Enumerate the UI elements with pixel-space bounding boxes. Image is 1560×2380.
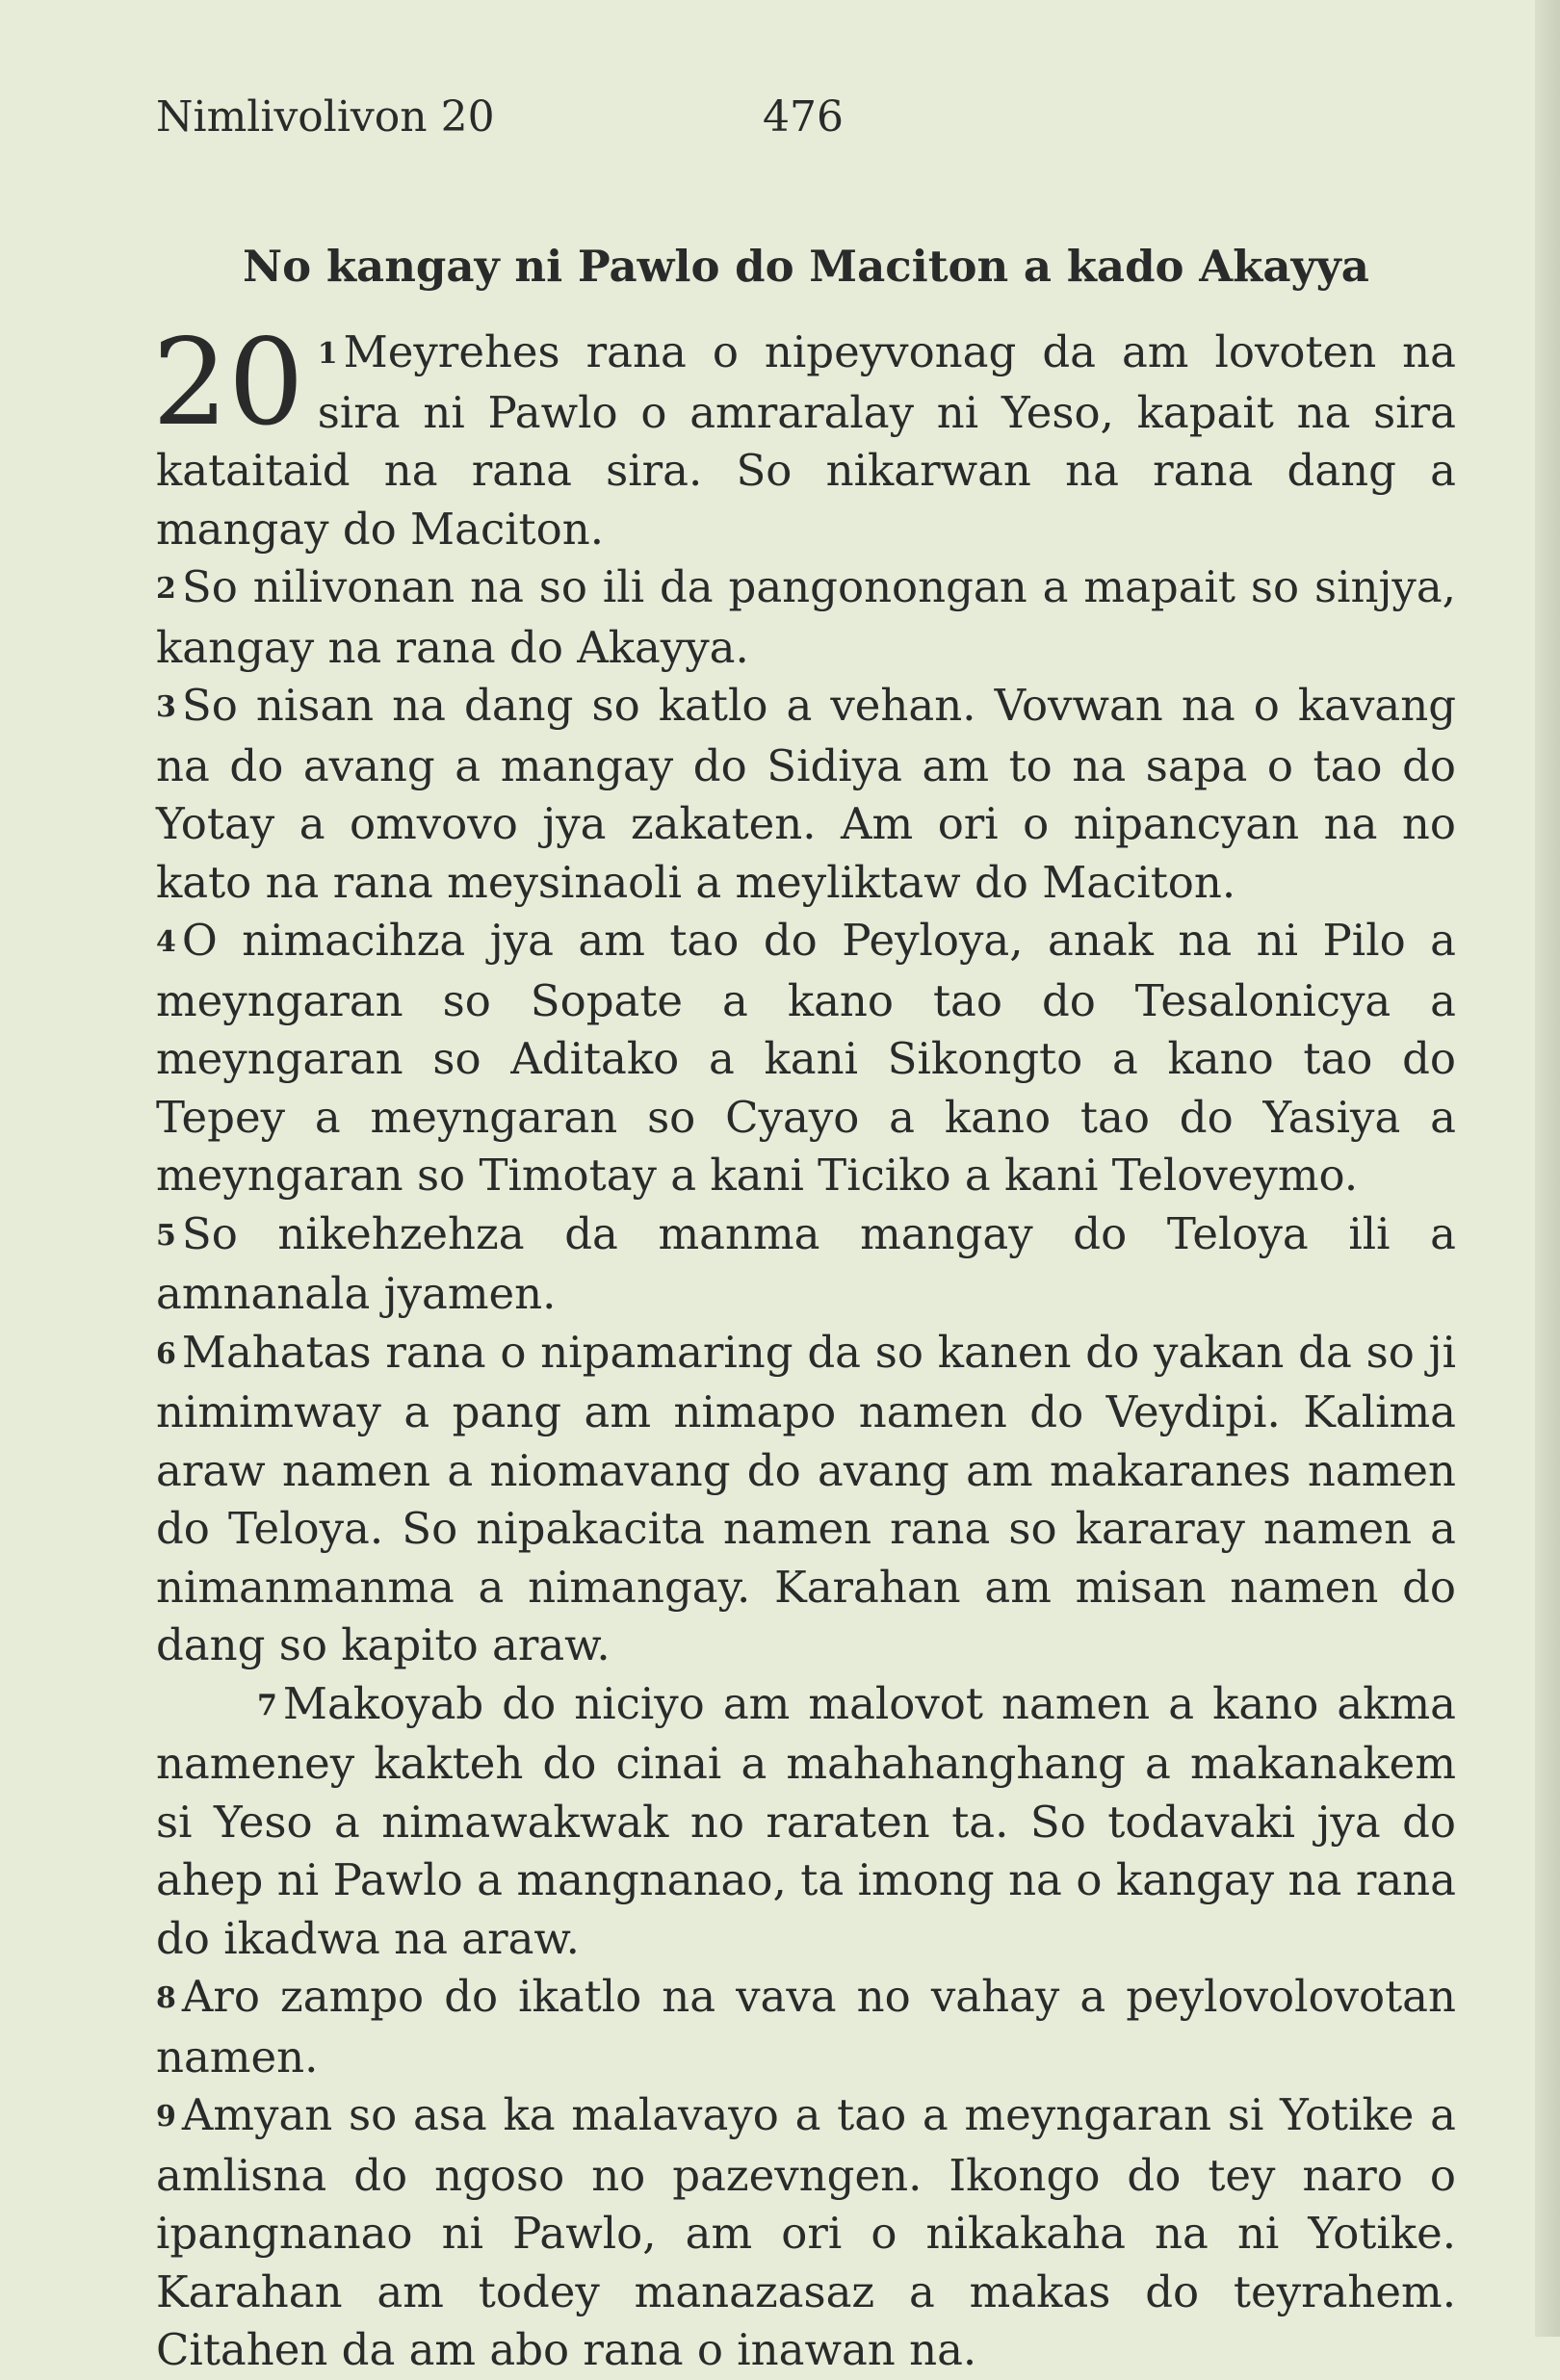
verse-number: 3 (156, 690, 176, 724)
verse-text: Mahatas rana o nipamaring da so kanen do yakan da so ji nimimway a pang am nimapo namen do Veydipi. Kalima araw namen a niomavang do avang am makaranes namen do Teloya. So nipakacita namen rana so kararay namen a nimanmanma a nimangay. Karahan am misan namen do dang so kapito araw. (156, 1326, 1456, 1670)
verse-text: So nilivonan na so ili da pangonongan a mapait so sinjya, kangay na rana do Akayya. (156, 561, 1456, 673)
chapter-number: 20 (152, 314, 304, 453)
verse-number: 2 (156, 572, 176, 606)
verse-number: 1 (317, 337, 338, 371)
verse-number: 7 (257, 1688, 277, 1722)
verse-paragraph (156, 1324, 1456, 1675)
verse-text: Amyan so asa ka malavayo a tao a meyngaran si Yotike a amlisna do ngoso no pazevngen. Ikongo do tey naro o ipangnanao ni Pawlo, am ori o nikakaha na ni Yotike. Karahan am todey manazasaz a makas do teyrahem. Citahen da am abo rana o inawan na. (156, 2089, 1456, 2375)
verse-number: 8 (156, 1981, 176, 2015)
verse-text: Meyrehes rana o nipeyvonag da am lovoten na sira ni Pawlo o amraralay ni Yeso, kapait na sira kataitaid na rana sira. So nikarwan na rana dang a mangay do Maciton. (156, 326, 1456, 555)
running-head (156, 92, 1456, 150)
verse-text: O nimacihza jya am tao do Peyloya, anak na ni Pilo a meyngaran so Sopate a kano tao do Tesalonicya a meyngaran so Aditako a kani Sikongto a kano tao do Tepey a meyngaran so Cyayo a kano tao do Yasiya a meyngaran so Timotay a kani Ticiko a kani Teloveymo. (156, 915, 1456, 1201)
verse-number: 9 (156, 2100, 176, 2134)
page-number: 476 (763, 92, 844, 142)
verse-number: 6 (156, 1336, 176, 1371)
verse-number: 5 (156, 1218, 176, 1253)
verse-paragraph (156, 912, 1456, 1205)
verse-paragraph (156, 677, 1456, 912)
scripture-text (152, 314, 1456, 2380)
verse-paragraph (156, 1675, 1456, 1969)
verse-number: 4 (156, 925, 176, 959)
verse-text: So nisan na dang so katlo a vehan. Vovwan na o kavang na do avang a mangay do Sidiya am to na sapa o tao do Yotay a omvovo jya zakaten. Am ori o nipancyan na no kato na rana meysinaoli a meyliktaw do Maciton. (156, 680, 1456, 908)
verse-paragraph (156, 558, 1456, 677)
verse-paragraph (152, 314, 1456, 558)
verse-paragraph (156, 1968, 1456, 2086)
book-chapter-title: Nimlivolivon 20 (156, 92, 495, 142)
verse-text: Aro zampo do ikatlo na vava no vahay a peylovolovotan namen. (156, 1971, 1456, 2082)
page-edge (1535, 0, 1560, 2337)
verse-paragraph (156, 2086, 1456, 2380)
section-heading: No kangay ni Pawlo do Maciton a kado Akayya (243, 241, 1369, 292)
verse-text: So nikehzehza da manma mangay do Teloya ili a amnanala jyamen. (156, 1207, 1456, 1319)
verse-text: Makoyab do niciyo am malovot namen a kano akma nameney kakteh do cinai a mahahanghang a makanakem si Yeso a nimawakwak no raraten ta. So todavaki jya do ahep ni Pawlo a mangnanao, ta imong na o kangay na rana do ikadwa na araw. (156, 1677, 1456, 1964)
verse-paragraph (156, 1205, 1456, 1324)
